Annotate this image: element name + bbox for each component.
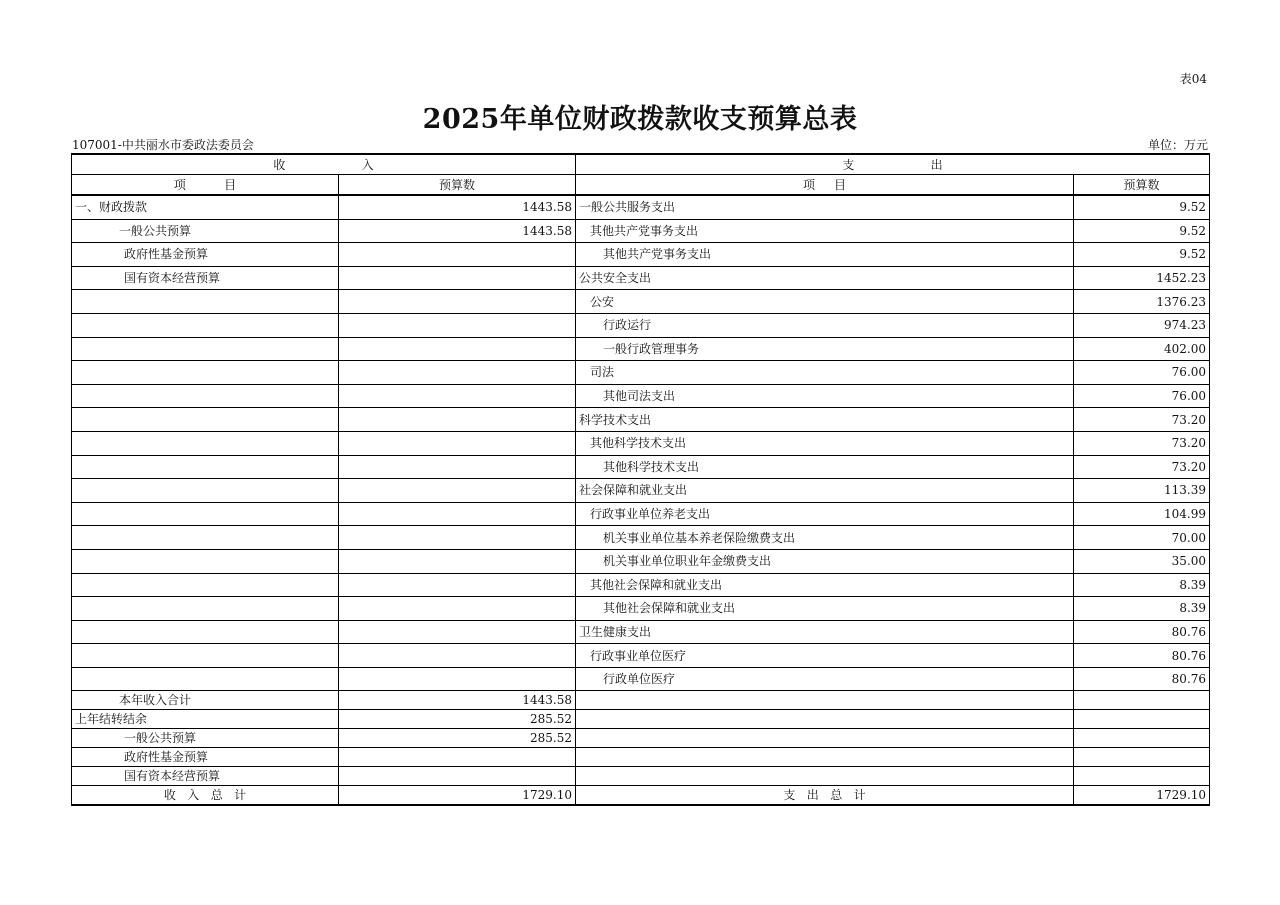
expense-item-cell: 其他共产党事务支出 bbox=[576, 219, 1074, 243]
table-row bbox=[72, 644, 1210, 668]
expense-value-cell: 402.00 bbox=[1074, 337, 1210, 361]
table-row bbox=[72, 667, 1210, 691]
expense-item-cell: 行政事业单位医疗 bbox=[576, 644, 1074, 668]
summary-row bbox=[72, 710, 1210, 729]
expense-value-cell: 73.20 bbox=[1074, 408, 1210, 432]
income-item-cell bbox=[72, 455, 339, 479]
income-item-cell bbox=[72, 667, 339, 691]
summary-value-cell: 1443.58 bbox=[339, 691, 576, 710]
expense-value-cell: 80.76 bbox=[1074, 620, 1210, 644]
income-value-cell bbox=[339, 573, 576, 597]
income-item-cell bbox=[72, 290, 339, 314]
expense-value-cell: 113.39 bbox=[1074, 479, 1210, 503]
expense-value-cell: 1452.23 bbox=[1074, 266, 1210, 290]
expense-item-cell: 其他社会保障和就业支出 bbox=[576, 573, 1074, 597]
summary-expense-value-cell bbox=[1074, 710, 1210, 729]
expense-item-cell: 一般行政管理事务 bbox=[576, 337, 1074, 361]
table-row bbox=[72, 573, 1210, 597]
expense-header: 支 出 bbox=[576, 154, 1210, 175]
income-value-cell: 1443.58 bbox=[339, 195, 576, 219]
table-row bbox=[72, 313, 1210, 337]
summary-value-cell: 285.52 bbox=[339, 710, 576, 729]
table-row bbox=[72, 455, 1210, 479]
income-total-value: 1729.10 bbox=[339, 786, 576, 806]
expense-total-label: 支 出 总 计 bbox=[576, 786, 1074, 806]
income-item-cell bbox=[72, 313, 339, 337]
expense-value-cell: 70.00 bbox=[1074, 526, 1210, 550]
column-header-row bbox=[72, 175, 1210, 196]
summary-item-cell: 国有资本经营预算 bbox=[72, 767, 339, 786]
table-row bbox=[72, 219, 1210, 243]
income-budget-header: 预算数 bbox=[339, 175, 576, 196]
summary-expense-value-cell bbox=[1074, 748, 1210, 767]
expense-value-cell: 8.39 bbox=[1074, 573, 1210, 597]
income-value-cell bbox=[339, 384, 576, 408]
table-row bbox=[72, 620, 1210, 644]
income-item-cell: 一般公共预算 bbox=[72, 219, 339, 243]
expense-item-cell: 卫生健康支出 bbox=[576, 620, 1074, 644]
table-row bbox=[72, 361, 1210, 385]
table-row bbox=[72, 502, 1210, 526]
income-item-cell bbox=[72, 620, 339, 644]
expense-item-cell: 行政事业单位养老支出 bbox=[576, 502, 1074, 526]
expense-item-header: 项 目 bbox=[576, 175, 1074, 196]
table-row bbox=[72, 597, 1210, 621]
income-item-cell: 一、财政拨款 bbox=[72, 195, 339, 219]
income-value-cell bbox=[339, 431, 576, 455]
expense-item-cell: 行政单位医疗 bbox=[576, 667, 1074, 691]
summary-value-cell bbox=[339, 767, 576, 786]
table-row bbox=[72, 526, 1210, 550]
income-item-cell bbox=[72, 384, 339, 408]
table-row bbox=[72, 195, 1210, 219]
income-value-cell bbox=[339, 337, 576, 361]
expense-item-cell: 其他科学技术支出 bbox=[576, 455, 1074, 479]
summary-row bbox=[72, 767, 1210, 786]
summary-value-cell bbox=[339, 748, 576, 767]
expense-value-cell: 73.20 bbox=[1074, 455, 1210, 479]
expense-total-value: 1729.10 bbox=[1074, 786, 1210, 806]
organization-name: 107001-中共丽水市委政法委员会 bbox=[72, 138, 254, 152]
summary-value-cell: 285.52 bbox=[339, 729, 576, 748]
income-value-cell bbox=[339, 597, 576, 621]
income-item-cell bbox=[72, 431, 339, 455]
summary-expense-item-cell bbox=[576, 729, 1074, 748]
expense-value-cell: 9.52 bbox=[1074, 243, 1210, 267]
income-item-cell bbox=[72, 644, 339, 668]
summary-item-cell: 一般公共预算 bbox=[72, 729, 339, 748]
expense-item-cell: 公安 bbox=[576, 290, 1074, 314]
expense-item-cell: 科学技术支出 bbox=[576, 408, 1074, 432]
expense-budget-header: 预算数 bbox=[1074, 175, 1210, 196]
income-value-cell bbox=[339, 408, 576, 432]
expense-value-cell: 104.99 bbox=[1074, 502, 1210, 526]
expense-item-cell: 其他共产党事务支出 bbox=[576, 243, 1074, 267]
expense-value-cell: 8.39 bbox=[1074, 597, 1210, 621]
expense-item-cell: 一般公共服务支出 bbox=[576, 195, 1074, 219]
income-item-header: 项 目 bbox=[72, 175, 339, 196]
budget-table bbox=[71, 153, 1210, 806]
income-value-cell bbox=[339, 479, 576, 503]
income-value-cell bbox=[339, 644, 576, 668]
summary-expense-item-cell bbox=[576, 767, 1074, 786]
expense-item-cell: 公共安全支出 bbox=[576, 266, 1074, 290]
unit-label: 单位：万元 bbox=[1147, 138, 1208, 152]
expense-item-cell: 其他社会保障和就业支出 bbox=[576, 597, 1074, 621]
income-total-label: 收 入 总 计 bbox=[72, 786, 339, 806]
income-value-cell bbox=[339, 667, 576, 691]
expense-value-cell: 9.52 bbox=[1074, 195, 1210, 219]
income-item-cell: 政府性基金预算 bbox=[72, 243, 339, 267]
income-item-cell bbox=[72, 361, 339, 385]
expense-value-cell: 76.00 bbox=[1074, 384, 1210, 408]
expense-value-cell: 974.23 bbox=[1074, 313, 1210, 337]
expense-item-cell: 机关事业单位职业年金缴费支出 bbox=[576, 549, 1074, 573]
income-value-cell bbox=[339, 549, 576, 573]
expense-value-cell: 1376.23 bbox=[1074, 290, 1210, 314]
income-item-cell bbox=[72, 479, 339, 503]
expense-item-cell: 其他科学技术支出 bbox=[576, 431, 1074, 455]
summary-item-cell: 本年收入合计 bbox=[72, 691, 339, 710]
expense-value-cell: 35.00 bbox=[1074, 549, 1210, 573]
summary-expense-value-cell bbox=[1074, 691, 1210, 710]
expense-value-cell: 73.20 bbox=[1074, 431, 1210, 455]
expense-value-cell: 80.76 bbox=[1074, 667, 1210, 691]
summary-item-cell: 政府性基金预算 bbox=[72, 748, 339, 767]
income-item-cell bbox=[72, 408, 339, 432]
summary-item-cell: 上年结转结余 bbox=[72, 710, 339, 729]
expense-item-cell: 行政运行 bbox=[576, 313, 1074, 337]
income-item-cell bbox=[72, 502, 339, 526]
income-value-cell bbox=[339, 526, 576, 550]
table-number: 表04 bbox=[1179, 72, 1207, 86]
table-row bbox=[72, 243, 1210, 267]
income-item-cell bbox=[72, 337, 339, 361]
expense-item-cell: 社会保障和就业支出 bbox=[576, 479, 1074, 503]
summary-row bbox=[72, 748, 1210, 767]
summary-row bbox=[72, 729, 1210, 748]
income-value-cell bbox=[339, 455, 576, 479]
table-row bbox=[72, 290, 1210, 314]
income-value-cell bbox=[339, 313, 576, 337]
income-item-cell bbox=[72, 597, 339, 621]
expense-item-cell: 机关事业单位基本养老保险缴费支出 bbox=[576, 526, 1074, 550]
table-row bbox=[72, 337, 1210, 361]
summary-expense-value-cell bbox=[1074, 729, 1210, 748]
income-value-cell bbox=[339, 243, 576, 267]
table-row bbox=[72, 431, 1210, 455]
income-value-cell bbox=[339, 361, 576, 385]
income-item-cell bbox=[72, 549, 339, 573]
income-item-cell: 国有资本经营预算 bbox=[72, 266, 339, 290]
expense-item-cell: 其他司法支出 bbox=[576, 384, 1074, 408]
expense-item-cell: 司法 bbox=[576, 361, 1074, 385]
summary-expense-item-cell bbox=[576, 748, 1074, 767]
income-value-cell bbox=[339, 502, 576, 526]
income-value-cell bbox=[339, 290, 576, 314]
table-row bbox=[72, 479, 1210, 503]
table-row bbox=[72, 408, 1210, 432]
income-item-cell bbox=[72, 526, 339, 550]
summary-row bbox=[72, 691, 1210, 710]
table-row bbox=[72, 266, 1210, 290]
expense-value-cell: 76.00 bbox=[1074, 361, 1210, 385]
summary-expense-item-cell bbox=[576, 691, 1074, 710]
section-header-row bbox=[72, 154, 1210, 175]
income-header: 收 入 bbox=[72, 154, 576, 175]
totals-row bbox=[72, 786, 1210, 806]
table-row bbox=[72, 384, 1210, 408]
expense-value-cell: 9.52 bbox=[1074, 219, 1210, 243]
summary-expense-value-cell bbox=[1074, 767, 1210, 786]
income-value-cell: 1443.58 bbox=[339, 219, 576, 243]
income-item-cell bbox=[72, 573, 339, 597]
expense-value-cell: 80.76 bbox=[1074, 644, 1210, 668]
income-value-cell bbox=[339, 266, 576, 290]
income-value-cell bbox=[339, 620, 576, 644]
table-row bbox=[72, 549, 1210, 573]
page-title: 2025年单位财政拨款收支预算总表 bbox=[422, 104, 858, 135]
summary-expense-item-cell bbox=[576, 710, 1074, 729]
